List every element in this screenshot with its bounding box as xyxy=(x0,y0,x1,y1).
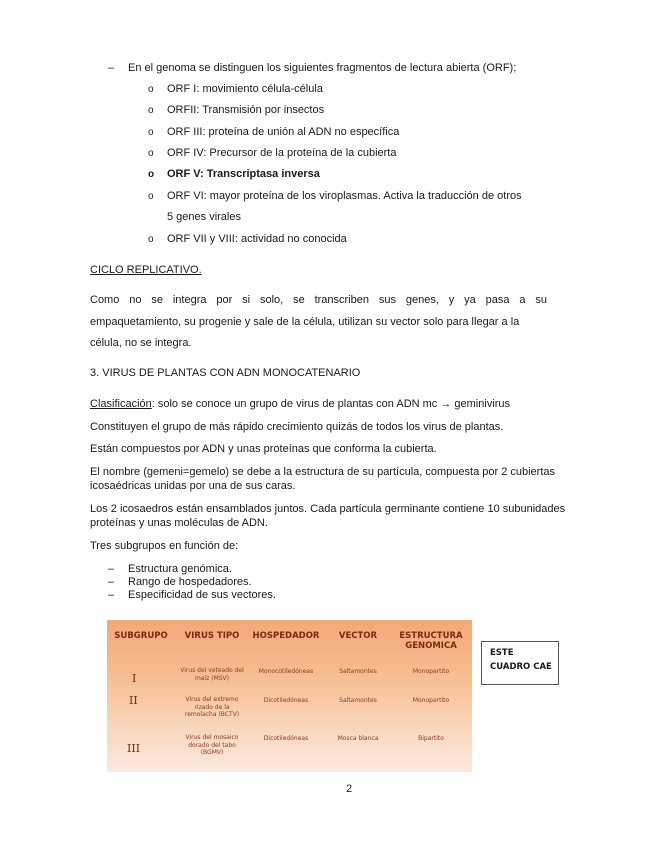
list-item xyxy=(108,563,276,576)
table-cell-subgroup: III xyxy=(127,742,141,755)
paragraph: Tres subgrupos en función de: xyxy=(90,540,239,552)
clasificacion-label: Clasificación xyxy=(90,398,152,410)
circle-bullet: o xyxy=(148,105,154,116)
table-cell-vector: Saltamontes xyxy=(339,697,377,704)
orf-item-text: ORF IV: Precursor de la proteína de la cubierta xyxy=(167,147,397,159)
dash-bullet: – xyxy=(108,62,115,74)
paragraph: proteínas y unas moléculas de ADN. xyxy=(90,517,268,529)
orf-item-text: ORF I: movimiento célula-célula xyxy=(167,83,323,95)
paragraph: Los 2 icosaedros están ensamblados juntos. Cada partícula germinante contiene 10 subunidades xyxy=(90,503,566,515)
orf-item xyxy=(148,168,320,180)
table-cell-vector: Saltamontes xyxy=(339,668,377,675)
orf-item-continuation: 5 genes virales xyxy=(167,211,241,223)
paragraph: El nombre (gemeni=gemelo) se debe a la estructura de su partícula, compuesta por 2 cubiertas xyxy=(90,466,556,478)
note-box xyxy=(481,641,559,685)
orf-item-text: ORF VI: mayor proteína de los viroplasmas. Activa la traducción de otros xyxy=(167,190,522,202)
table-cell-structure: Monopartito xyxy=(412,668,450,675)
table-cell-vector: Mosca blanca xyxy=(337,735,379,742)
note-line: ESTE xyxy=(490,648,514,658)
section-heading: 3. VIRUS DE PLANTAS CON ADN MONOCATENARIO xyxy=(90,367,361,379)
table-header: VIRUS TIPO xyxy=(184,631,240,641)
table-cell-structure: Monopartito xyxy=(412,697,450,704)
orf-item xyxy=(148,233,347,245)
orf-item-text: ORFII: Transmisión por insectos xyxy=(167,104,325,116)
criteria-text: Estructura genómica. xyxy=(128,563,232,575)
clasificacion-text: : solo se conoce un grupo de virus de plantas con ADN mc → geminivirus xyxy=(151,398,511,410)
paragraph: Están compuestos por ADN y unas proteínas que conforma la cubierta. xyxy=(90,443,437,455)
page-number: 2 xyxy=(346,783,353,795)
ciclo-line: célula, no se integra. xyxy=(90,337,192,349)
orf-item xyxy=(148,147,396,159)
ciclo-line: empaquetamiento, su progenie y sale de la célula, utilizan su vector solo para llegar a la xyxy=(90,316,520,328)
criteria-text: Rango de hospedadores. xyxy=(128,576,252,588)
dash-bullet: – xyxy=(108,589,115,601)
criteria-list xyxy=(108,563,276,602)
table-cell-virus: Virus del extremo rizado de la remolacha (BCTV) xyxy=(184,696,240,718)
circle-bullet: o xyxy=(148,84,154,95)
circle-bullet: o xyxy=(148,148,154,159)
table-header: ESTRUCTURA GENOMICA xyxy=(399,631,463,651)
dash-bullet: – xyxy=(108,563,115,575)
table-header: SUBGRUPO xyxy=(114,631,168,641)
orf-intro-text: En el genoma se distinguen los siguientes fragmentos de lectura abierta (ORF); xyxy=(128,62,517,74)
table-cell-virus: Virus del mosaico dorado del tabo (BGMV) xyxy=(185,734,239,756)
criteria-text: Especificidad de sus vectores. xyxy=(128,589,276,601)
geminivirus-table xyxy=(107,620,472,772)
dash-bullet: – xyxy=(108,576,115,588)
circle-bullet: o xyxy=(148,169,155,180)
ciclo-heading: CICLO REPLICATIVO. xyxy=(90,264,202,276)
table-cell-subgroup: II xyxy=(129,694,138,707)
table-header: HOSPEDADOR xyxy=(252,631,320,641)
circle-bullet: o xyxy=(148,234,154,245)
table-cell-host: Dicotiledóneas xyxy=(263,697,309,704)
circle-bullet: o xyxy=(148,127,154,138)
ciclo-line: Como no se integra por si solo, se transcriben sus genes, y ya pasa a su xyxy=(90,294,547,306)
paragraph: icosaédricas unidas por una de sus caras. xyxy=(90,480,296,492)
orf-item xyxy=(148,104,324,116)
orf-item-text: ORF V: Transcriptasa inversa xyxy=(167,168,320,180)
table-header: VECTOR xyxy=(338,631,378,641)
circle-bullet: o xyxy=(148,191,154,202)
table-cell-host: Dicotiledóneas xyxy=(263,735,309,742)
list-item xyxy=(108,576,276,589)
table-cell-structure: Bipartito xyxy=(418,735,444,742)
table-cell-host: Monocotiledóneas xyxy=(258,668,314,675)
orf-item-text: ORF III: proteína de unión al ADN no específica xyxy=(167,126,400,138)
paragraph: Constituyen el grupo de más rápido crecimiento quizás de todos los virus de plantas. xyxy=(90,421,504,433)
list-item xyxy=(108,589,276,602)
orf-intro xyxy=(108,62,516,74)
orf-item xyxy=(148,190,522,202)
clasificacion xyxy=(90,398,510,410)
table-cell-virus: Virus del veteado del maíz (MSV) xyxy=(180,667,244,682)
orf-item xyxy=(148,83,323,95)
note-line: CUADRO CAE xyxy=(490,662,552,672)
orf-item-text: ORF VII y VIII: actividad no conocida xyxy=(167,233,347,245)
table-cell-subgroup: I xyxy=(132,672,137,685)
orf-item xyxy=(148,126,399,138)
